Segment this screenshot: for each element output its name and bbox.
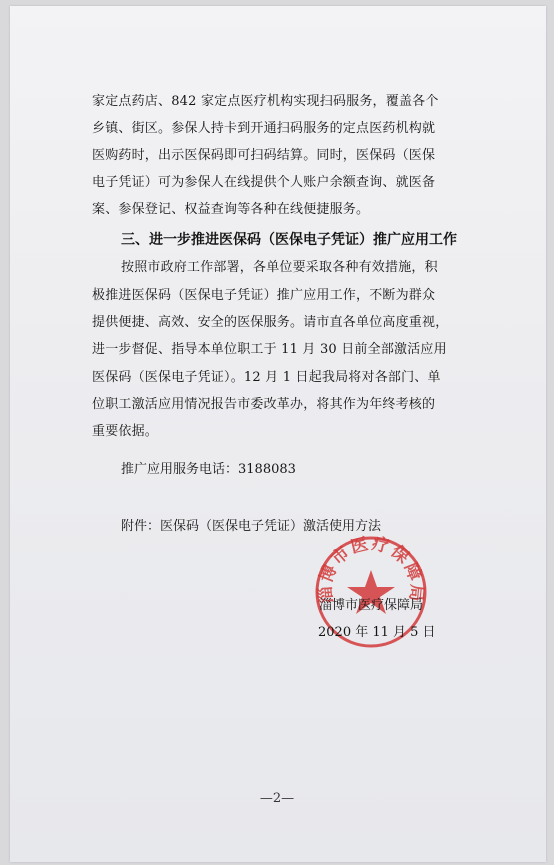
- paragraph2-line-7: 重要依据。: [92, 424, 159, 439]
- body-line-5: 案、参保登记、权益查询等各种在线便捷服务。: [92, 202, 370, 217]
- paragraph2-line-4: 进一步督促、指导本单位职工于 11 月 30 日前全部激活应用: [92, 342, 447, 357]
- paragraph2-line-1: 按照市政府工作部署，各单位要采取各种有效措施，积: [121, 260, 438, 275]
- body-line-2: 乡镇、街区。参保人持卡到开通扫码服务的定点医药机构就: [92, 121, 436, 136]
- body-line-4: 电子凭证）可为参保人在线提供个人账户余额查询、就医备: [92, 175, 436, 190]
- section-heading: 三、进一步推进医保码（医保电子凭证）推广应用工作: [121, 232, 457, 248]
- seal-text: 淄博市医疗保障局: [315, 533, 427, 605]
- issuing-organization: 淄博市医疗保障局: [319, 598, 424, 613]
- body-line-1: 家定点药店、842 家定点医疗机构实现扫码服务，覆盖各个: [92, 94, 439, 109]
- issue-date: 2020 年 11 月 5 日: [318, 625, 436, 640]
- paragraph2-line-3: 提供便捷、高效、安全的医保服务。请市直各单位高度重视，: [92, 315, 449, 330]
- service-phone: 推广应用服务电话：3188083: [121, 462, 296, 477]
- attachment-line: 附件：医保码（医保电子凭证）激活使用方法: [121, 519, 382, 534]
- body-line-3: 医购药时，出示医保码即可扫码结算。同时，医保码（医保: [92, 148, 436, 163]
- page-number: —2—: [259, 791, 295, 806]
- paragraph2-line-5: 医保码（医保电子凭证）。12 月 1 日起我局将对各部门、单: [92, 370, 441, 385]
- paragraph2-line-2: 极推进医保码（医保电子凭证）推广应用工作，不断为群众: [92, 288, 436, 303]
- paragraph2-line-6: 位职工激活应用情况报告市委改革办，将其作为年终考核的: [92, 397, 436, 412]
